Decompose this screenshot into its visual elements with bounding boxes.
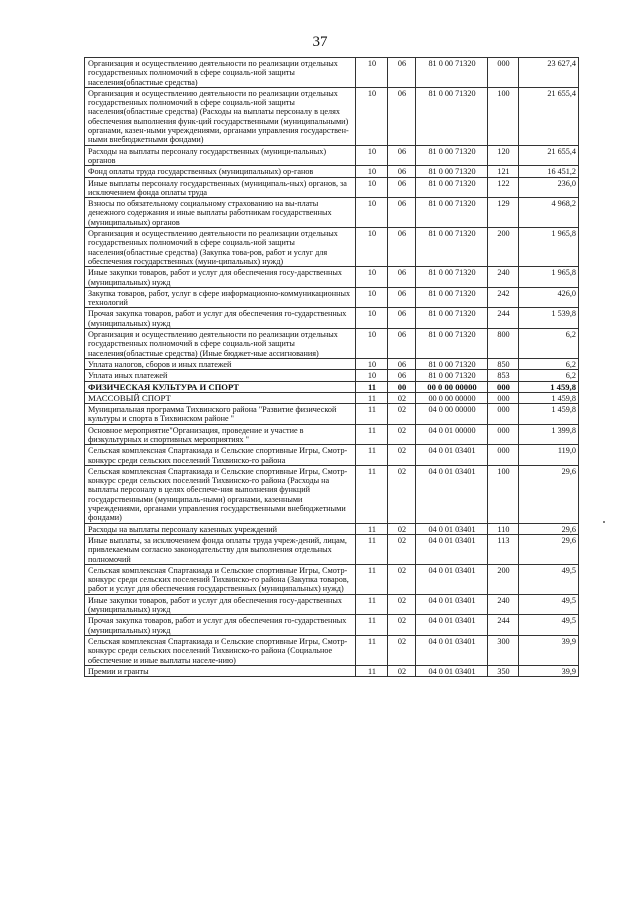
- table-row: [85, 523, 579, 534]
- table-row: [85, 198, 579, 228]
- section-code-cell: 10: [356, 198, 388, 228]
- target-article-cell: 04 0 01 03401: [416, 445, 488, 466]
- expense-type-cell: 244: [488, 615, 519, 636]
- target-article-cell: 04 0 01 03401: [416, 594, 488, 615]
- target-article-cell: 04 0 01 03401: [416, 523, 488, 534]
- expense-type-cell: 122: [488, 177, 519, 198]
- expense-name-cell: Расходы на выплаты персоналу государственных (муници-пальных) органов: [85, 145, 356, 166]
- subsection-code-cell: 06: [388, 308, 416, 329]
- target-article-cell: 81 0 00 71320: [416, 228, 488, 267]
- expense-type-cell: 100: [488, 465, 519, 523]
- subsection-code-cell: 02: [388, 635, 416, 665]
- table-row: [85, 424, 579, 445]
- amount-cell: 4 968,2: [519, 198, 579, 228]
- amount-cell: 1 965,8: [519, 267, 579, 288]
- expense-name-cell: МАССОВЫЙ СПОРТ: [85, 392, 356, 403]
- target-article-cell: 04 0 01 03401: [416, 615, 488, 636]
- target-article-cell: 81 0 00 71320: [416, 58, 488, 88]
- amount-cell: 49,5: [519, 594, 579, 615]
- expense-name-cell: Сельская комплексная Спартакиада и Сельские спортивные Игры, Смотр-конкурс среди сельских поселений Тихвинско-го района (Расходы на выплаты персоналу в целях обеспече-ния выполнения функций государственными (муниципаль-ными) органами, казенными учреждениями, органами управления государственными внебюджетными фондами): [85, 465, 356, 523]
- amount-cell: 49,5: [519, 615, 579, 636]
- expense-name-cell: Прочая закупка товаров, работ и услуг для обеспечения го-сударственных (муниципальных) нужд: [85, 615, 356, 636]
- subsection-code-cell: 06: [388, 228, 416, 267]
- amount-cell: 1 459,8: [519, 404, 579, 425]
- section-code-cell: 10: [356, 166, 388, 177]
- amount-cell: 29,6: [519, 523, 579, 534]
- target-article-cell: 81 0 00 71320: [416, 329, 488, 359]
- amount-cell: 29,6: [519, 534, 579, 564]
- expense-type-cell: 850: [488, 358, 519, 369]
- expense-name-cell: Прочая закупка товаров, работ и услуг для обеспечения го-сударственных (муниципальных) нужд: [85, 308, 356, 329]
- section-code-cell: 11: [356, 564, 388, 594]
- budget-table: [84, 57, 579, 677]
- table-row: [85, 87, 579, 145]
- target-article-cell: 04 0 01 03401: [416, 665, 488, 676]
- subsection-code-cell: 02: [388, 564, 416, 594]
- amount-cell: 1 459,8: [519, 392, 579, 403]
- expense-name-cell: Иные закупки товаров, работ и услуг для обеспечения госу-дарственных (муниципальных) нужд: [85, 267, 356, 288]
- table-row: [85, 465, 579, 523]
- subsection-code-cell: 02: [388, 404, 416, 425]
- amount-cell: 21 655,4: [519, 87, 579, 145]
- expense-name-cell: Сельская комплексная Спартакиада и Сельские спортивные Игры, Смотр-конкурс среди сельских поселений Тихвинско-го района: [85, 445, 356, 466]
- expense-name-cell: Фонд оплаты труда государственных (муниципальных) ор-ганов: [85, 166, 356, 177]
- target-article-cell: 04 0 01 03401: [416, 534, 488, 564]
- section-code-cell: 10: [356, 287, 388, 308]
- table-row: [85, 564, 579, 594]
- table-row: [85, 287, 579, 308]
- amount-cell: 6,2: [519, 329, 579, 359]
- table-row: [85, 267, 579, 288]
- amount-cell: 49,5: [519, 564, 579, 594]
- table-row: [85, 370, 579, 381]
- table-row: [85, 594, 579, 615]
- expense-type-cell: 853: [488, 370, 519, 381]
- expense-name-cell: Сельская комплексная Спартакиада и Сельские спортивные Игры, Смотр-конкурс среди сельских поселений Тихвинско-го района (Закупка товаров, работ и услуг для обеспечения государственных (муниципальных) нужд): [85, 564, 356, 594]
- section-code-cell: 10: [356, 370, 388, 381]
- subsection-code-cell: 02: [388, 392, 416, 403]
- expense-name-cell: Иные выплаты персоналу государственных (муниципаль-ных) органов, за исключением фонда оплаты труда: [85, 177, 356, 198]
- section-code-cell: 10: [356, 308, 388, 329]
- table-row: [85, 381, 579, 392]
- table-row: [85, 665, 579, 676]
- expense-type-cell: 200: [488, 564, 519, 594]
- subsection-code-cell: 02: [388, 523, 416, 534]
- target-article-cell: 81 0 00 71320: [416, 145, 488, 166]
- subsection-code-cell: 02: [388, 424, 416, 445]
- expense-type-cell: 100: [488, 87, 519, 145]
- subsection-code-cell: 02: [388, 534, 416, 564]
- section-code-cell: 10: [356, 87, 388, 145]
- page-number: 37: [312, 34, 328, 50]
- target-article-cell: 81 0 00 71320: [416, 287, 488, 308]
- expense-type-cell: 242: [488, 287, 519, 308]
- subsection-code-cell: 06: [388, 145, 416, 166]
- subsection-code-cell: 02: [388, 615, 416, 636]
- amount-cell: 1 459,8: [519, 381, 579, 392]
- expense-type-cell: 120: [488, 145, 519, 166]
- section-code-cell: 11: [356, 665, 388, 676]
- amount-cell: 6,2: [519, 358, 579, 369]
- expense-name-cell: Премии и гранты: [85, 665, 356, 676]
- target-article-cell: 04 0 01 03401: [416, 465, 488, 523]
- expense-name-cell: Расходы на выплаты персоналу казенных учреждений: [85, 523, 356, 534]
- subsection-code-cell: 06: [388, 177, 416, 198]
- amount-cell: 16 451,2: [519, 166, 579, 177]
- expense-type-cell: 121: [488, 166, 519, 177]
- expense-name-cell: Уплата иных платежей: [85, 370, 356, 381]
- target-article-cell: 81 0 00 71320: [416, 358, 488, 369]
- table-row: [85, 445, 579, 466]
- amount-cell: 21 655,4: [519, 145, 579, 166]
- subsection-code-cell: 06: [388, 58, 416, 88]
- subsection-code-cell: 06: [388, 198, 416, 228]
- target-article-cell: 04 0 00 00000: [416, 404, 488, 425]
- expense-name-cell: Муниципальная программа Тихвинского района "Развитие физической культуры и спорта в Тихвинском районе ": [85, 404, 356, 425]
- expense-type-cell: 113: [488, 534, 519, 564]
- table-row: [85, 534, 579, 564]
- subsection-code-cell: 02: [388, 445, 416, 466]
- target-article-cell: 81 0 00 71320: [416, 87, 488, 145]
- section-code-cell: 11: [356, 465, 388, 523]
- section-code-cell: 10: [356, 177, 388, 198]
- amount-cell: 39,9: [519, 635, 579, 665]
- table-row: [85, 404, 579, 425]
- table-row: [85, 329, 579, 359]
- expense-type-cell: 200: [488, 228, 519, 267]
- section-code-cell: 10: [356, 228, 388, 267]
- section-code-cell: 11: [356, 424, 388, 445]
- expense-type-cell: 240: [488, 594, 519, 615]
- expense-type-cell: 240: [488, 267, 519, 288]
- expense-type-cell: 800: [488, 329, 519, 359]
- expense-name-cell: Взносы по обязательному социальному страхованию на вы-платы денежного содержания и иные выплаты работникам государственных (муниципальных) органов: [85, 198, 356, 228]
- target-article-cell: 81 0 00 71320: [416, 177, 488, 198]
- expense-name-cell: Иные закупки товаров, работ и услуг для обеспечения госу-дарственных (муниципальных) нужд: [85, 594, 356, 615]
- expense-name-cell: Организация и осуществлению деятельности по реализации отдельных государственных полномочий в сфере социаль-ной защиты населения(областные средства) (Расходы на выплаты персоналу в целях обеспечения выполнения функ-ций государственными (муниципальными) органами, казен-ными учреждениями, органами управления государствен-ными внебюджетными фондами): [85, 87, 356, 145]
- target-article-cell: 81 0 00 71320: [416, 370, 488, 381]
- expense-type-cell: 000: [488, 424, 519, 445]
- section-code-cell: 10: [356, 58, 388, 88]
- amount-cell: 29,6: [519, 465, 579, 523]
- expense-type-cell: 350: [488, 665, 519, 676]
- expense-name-cell: ФИЗИЧЕСКАЯ КУЛЬТУРА И СПОРТ: [85, 381, 356, 392]
- amount-cell: 1 965,8: [519, 228, 579, 267]
- section-code-cell: 10: [356, 267, 388, 288]
- section-code-cell: 10: [356, 329, 388, 359]
- expense-name-cell: Закупка товаров, работ, услуг в сфере информационно-коммуникационных технологий: [85, 287, 356, 308]
- subsection-code-cell: 06: [388, 329, 416, 359]
- expense-type-cell: 000: [488, 392, 519, 403]
- section-code-cell: 11: [356, 534, 388, 564]
- expense-type-cell: 000: [488, 381, 519, 392]
- table-row: [85, 166, 579, 177]
- target-article-cell: 04 0 01 00000: [416, 424, 488, 445]
- expense-type-cell: 000: [488, 58, 519, 88]
- subsection-code-cell: 06: [388, 166, 416, 177]
- target-article-cell: 81 0 00 71320: [416, 267, 488, 288]
- target-article-cell: 81 0 00 71320: [416, 198, 488, 228]
- subsection-code-cell: 06: [388, 87, 416, 145]
- expense-type-cell: 110: [488, 523, 519, 534]
- subsection-code-cell: 06: [388, 287, 416, 308]
- table-row: [85, 58, 579, 88]
- table-row: [85, 358, 579, 369]
- expense-name-cell: Организация и осуществлению деятельности по реализации отдельных государственных полномочий в сфере социаль-ной защиты населения(областные средства): [85, 58, 356, 88]
- expense-name-cell: Иные выплаты, за исключением фонда оплаты труда учреж-дений, лицам, привлекаемым согласно законодательству для выполнения отдельных полномочий: [85, 534, 356, 564]
- section-code-cell: 10: [356, 358, 388, 369]
- amount-cell: 236,0: [519, 177, 579, 198]
- subsection-code-cell: 06: [388, 267, 416, 288]
- section-code-cell: 11: [356, 615, 388, 636]
- expense-type-cell: 000: [488, 404, 519, 425]
- target-article-cell: 81 0 00 71320: [416, 308, 488, 329]
- target-article-cell: 04 0 01 03401: [416, 564, 488, 594]
- section-code-cell: 11: [356, 635, 388, 665]
- section-code-cell: 11: [356, 404, 388, 425]
- target-article-cell: 00 0 00 00000: [416, 392, 488, 403]
- table-row: [85, 308, 579, 329]
- target-article-cell: 04 0 01 03401: [416, 635, 488, 665]
- subsection-code-cell: 02: [388, 594, 416, 615]
- section-code-cell: 10: [356, 145, 388, 166]
- amount-cell: 426,0: [519, 287, 579, 308]
- subsection-code-cell: 06: [388, 370, 416, 381]
- table-row: [85, 635, 579, 665]
- section-code-cell: 11: [356, 381, 388, 392]
- expense-name-cell: Сельская комплексная Спартакиада и Сельские спортивные Игры, Смотр-конкурс среди сельских поселений Тихвинско-го района (Социальное обеспечение и иные выплаты населе-нию): [85, 635, 356, 665]
- section-code-cell: 11: [356, 594, 388, 615]
- expense-name-cell: Основное мероприятие"Организация, проведение и участие в физкультурных и спортивных мероприятиях ": [85, 424, 356, 445]
- amount-cell: 119,0: [519, 445, 579, 466]
- amount-cell: 1 539,8: [519, 308, 579, 329]
- expense-name-cell: Уплата налогов, сборов и иных платежей: [85, 358, 356, 369]
- expense-type-cell: 129: [488, 198, 519, 228]
- table-row: [85, 615, 579, 636]
- table-row: [85, 228, 579, 267]
- table-row: [85, 392, 579, 403]
- expense-type-cell: 300: [488, 635, 519, 665]
- expense-type-cell: 244: [488, 308, 519, 329]
- section-code-cell: 11: [356, 523, 388, 534]
- subsection-code-cell: 06: [388, 358, 416, 369]
- subsection-code-cell: 02: [388, 665, 416, 676]
- subsection-code-cell: 00: [388, 381, 416, 392]
- subsection-code-cell: 02: [388, 465, 416, 523]
- amount-cell: 23 627,4: [519, 58, 579, 88]
- table-row: [85, 177, 579, 198]
- amount-cell: 39,9: [519, 665, 579, 676]
- expense-name-cell: Организация и осуществлению деятельности по реализации отдельных государственных полномочий в сфере социаль-ной защиты населения(областные средства) (Закупка това-ров, работ и услуг для обеспечения государственных (муни-ципальных) нужд): [85, 228, 356, 267]
- section-code-cell: 11: [356, 445, 388, 466]
- section-code-cell: 11: [356, 392, 388, 403]
- margin-mark: [603, 521, 605, 523]
- target-article-cell: 81 0 00 71320: [416, 166, 488, 177]
- expense-type-cell: 000: [488, 445, 519, 466]
- target-article-cell: 00 0 00 00000: [416, 381, 488, 392]
- budget-table-body: [85, 58, 579, 677]
- table-row: [85, 145, 579, 166]
- amount-cell: 1 399,8: [519, 424, 579, 445]
- amount-cell: 6,2: [519, 370, 579, 381]
- expense-name-cell: Организация и осуществлению деятельности по реализации отдельных государственных полномочий в сфере социаль-ной защиты населения(областные средства) (Иные бюджет-ные ассигнования): [85, 329, 356, 359]
